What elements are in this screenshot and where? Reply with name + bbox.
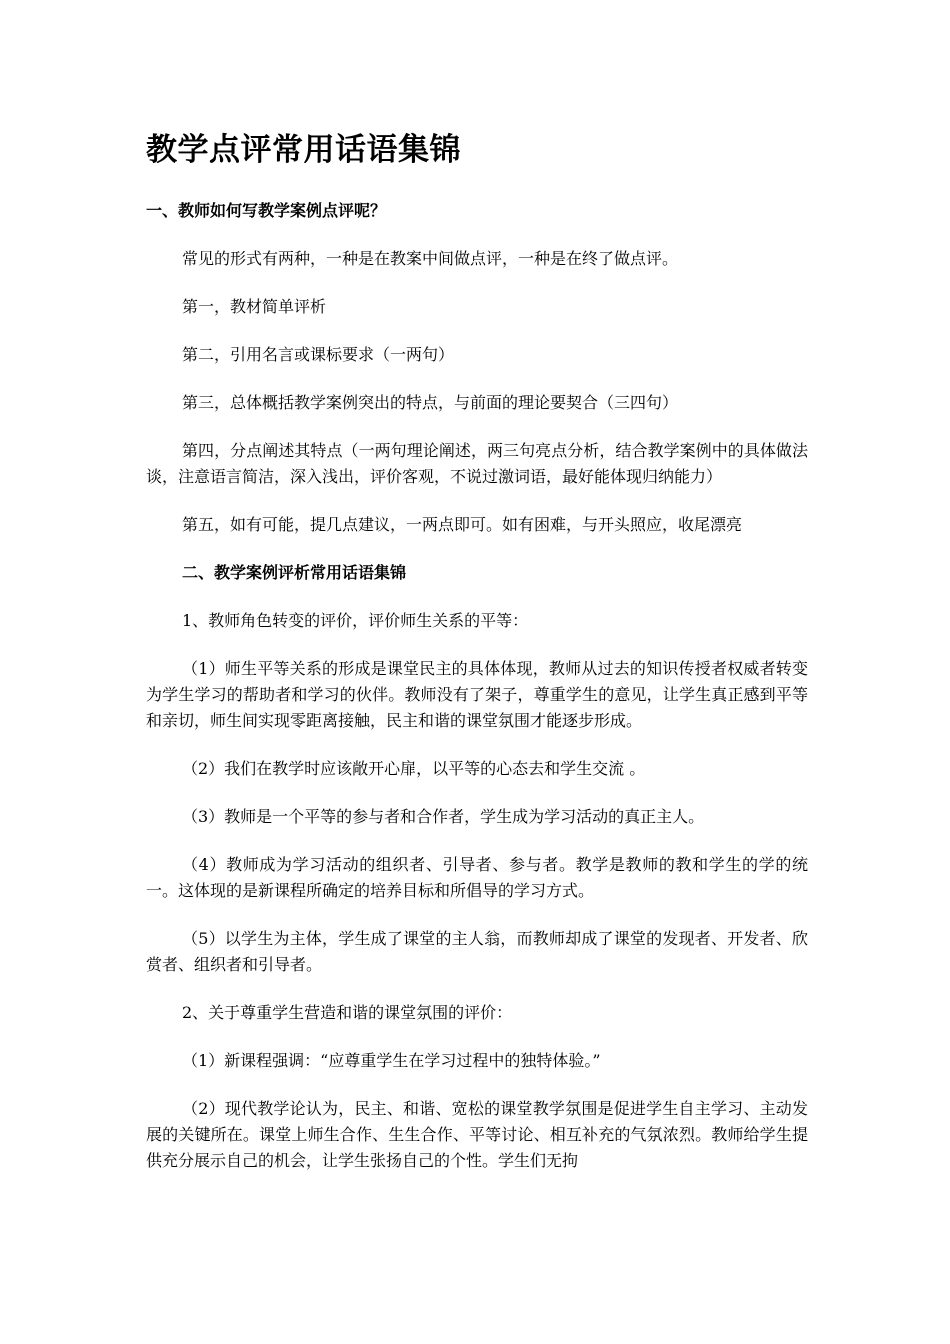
document-title: 教学点评常用话语集锦: [146, 132, 461, 168]
topic-2-item: （2）现代教学论认为，民主、和谐、宽松的课堂教学氛围是促进学生自主学习、主动发展的关键所在。课堂上师生合作、生生合作、平等讨论、相互补充的气氛浓烈。教师给学生提供充分展示自己的机会，让学生张扬自己的个性。学生们无拘: [146, 1099, 808, 1170]
section-1-intro: 常见的形式有两种，一种是在教案中间做点评，一种是在终了做点评。: [182, 249, 679, 268]
step-paragraph: 第五，如有可能，提几点建议，一两点即可。如有困难，与开头照应，收尾漂亮: [182, 515, 743, 534]
section-2-heading: 二、教学案例评析常用话语集锦: [182, 563, 407, 582]
document-body: [146, 128, 808, 1196]
topic-1-heading: 1、教师角色转变的评价，评价师生关系的平等：: [182, 611, 529, 630]
step-paragraph: 第二，引用名言或课标要求（一两句）: [182, 345, 455, 364]
step-paragraph: 第三，总体概括教学案例突出的特点，与前面的理论要契合（三四句）: [182, 393, 679, 412]
topic-1-item: （3）教师是一个平等的参与者和合作者，学生成为学习活动的真正主人。: [182, 807, 705, 826]
topic-1-item: （2）我们在教学时应该敞开心扉，以平等的心态去和学生交流 。: [182, 759, 646, 778]
step-paragraph: 第四，分点阐述其特点（一两句理论阐述，两三句亮点分析，结合教学案例中的具体做法谈，注意语言简洁，深入浅出，评价客观，不说过激词语，最好能体现归纳能力）: [146, 441, 808, 486]
step-paragraph: 第一，教材简单评析: [182, 297, 327, 316]
section-1-heading: 一、教师如何写教学案例点评呢？: [146, 201, 387, 220]
topic-1-item: （5）以学生为主体，学生成了课堂的主人翁，而教师却成了课堂的发现者、开发者、欣赏者、组织者和引导者。: [146, 929, 808, 974]
topic-1-item: （1）师生平等关系的形成是课堂民主的具体体现，教师从过去的知识传授者权威者转变为学生学习的帮助者和学习的伙伴。教师没有了架子，尊重学生的意见，让学生真正感到平等和亲切，师生间实现零距离接触，民主和谐的课堂氛围才能逐步形成。: [146, 659, 808, 730]
topic-2-heading: 2、关于尊重学生营造和谐的课堂氛围的评价：: [182, 1003, 513, 1022]
topic-1-item: （4）教师成为学习活动的组织者、引导者、参与者。教学是教师的教和学生的学的统一。这体现的是新课程所确定的培养目标和所倡导的学习方式。: [146, 855, 808, 900]
topic-2-item: （1）新课程强调：“应尊重学生在学习过程中的独特体验。”: [182, 1051, 601, 1070]
